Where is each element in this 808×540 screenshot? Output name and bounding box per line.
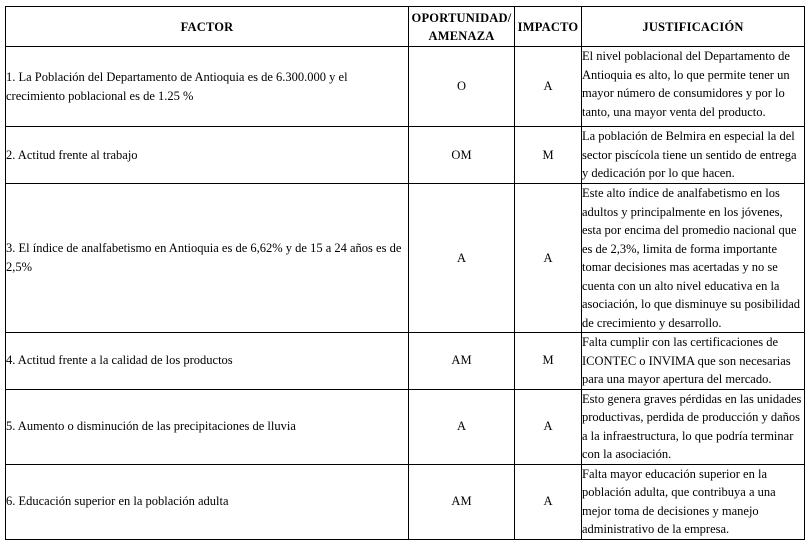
- factor-cell: 2. Actitud frente al trabajo: [6, 127, 409, 184]
- impact-cell: A: [515, 47, 582, 127]
- opportunity-cell: A: [409, 389, 515, 464]
- opportunity-cell: AM: [409, 333, 515, 390]
- table-row: [6, 389, 805, 464]
- opportunity-cell: OM: [409, 127, 515, 184]
- factors-table: [5, 6, 805, 540]
- impact-cell: M: [515, 127, 582, 184]
- opportunity-cell: A: [409, 184, 515, 333]
- impact-cell: A: [515, 389, 582, 464]
- factor-cell: 3. El índice de analfabetismo en Antioquia es de 6,62% y de 15 a 24 años es de 2,5%: [6, 184, 409, 333]
- header-opportunity-line1: OPORTUNIDAD/: [411, 10, 512, 25]
- header-impact: IMPACTO: [515, 7, 582, 47]
- table-row: [6, 184, 805, 333]
- impact-cell: M: [515, 333, 582, 390]
- header-factor: FACTOR: [6, 7, 409, 47]
- justification-cell: La población de Belmira en especial la del sector piscícola tiene un sentido de entrega y dedicación por lo que hacen.: [582, 127, 805, 184]
- opportunity-cell: AM: [409, 464, 515, 539]
- justification-cell: Este alto índice de analfabetismo en los adultos y principalmente en los jóvenes, esta por encima del promedio nacional que es de 2,3%, limita de forma importante tomar decisiones mas acertadas y no se cuenta con un alto nivel educativa en la asociación, lo que disminuye su posibilidad de crecimiento y desarrollo.: [582, 184, 805, 333]
- justification-cell: Falta cumplir con las certificaciones de ICONTEC o INVIMA que son necesarias para una mayor apertura del mercado.: [582, 333, 805, 390]
- table-row: [6, 47, 805, 127]
- impact-cell: A: [515, 184, 582, 333]
- header-row: [6, 7, 805, 47]
- table-row: [6, 127, 805, 184]
- header-opportunity-threat: [409, 7, 515, 47]
- factor-cell: 6. Educación superior en la población adulta: [6, 464, 409, 539]
- impact-cell: A: [515, 464, 582, 539]
- opportunity-cell: O: [409, 47, 515, 127]
- factor-cell: 1. La Población del Departamento de Antioquia es de 6.300.000 y el crecimiento poblacional es de 1.25 %: [6, 47, 409, 127]
- header-opportunity-line2: AMENAZA: [428, 28, 495, 43]
- table-row: [6, 464, 805, 539]
- factor-cell: 4. Actitud frente a la calidad de los productos: [6, 333, 409, 390]
- justification-cell: El nivel poblacional del Departamento de Antioquia es alto, lo que permite tener un mayor número de consumidores y por lo tanto, una mayor venta del producto.: [582, 47, 805, 127]
- factor-cell: 5. Aumento o disminución de las precipitaciones de lluvia: [6, 389, 409, 464]
- header-justification: JUSTIFICACIÓN: [582, 7, 805, 47]
- justification-cell: Esto genera graves pérdidas en las unidades productivas, perdida de producción y daños a la infraestructura, lo que podría terminar con la asociación.: [582, 389, 805, 464]
- table-row: [6, 333, 805, 390]
- justification-cell: Falta mayor educación superior en la población adulta, que contribuya a una mejor toma de decisiones y manejo administrativo de la empresa.: [582, 464, 805, 539]
